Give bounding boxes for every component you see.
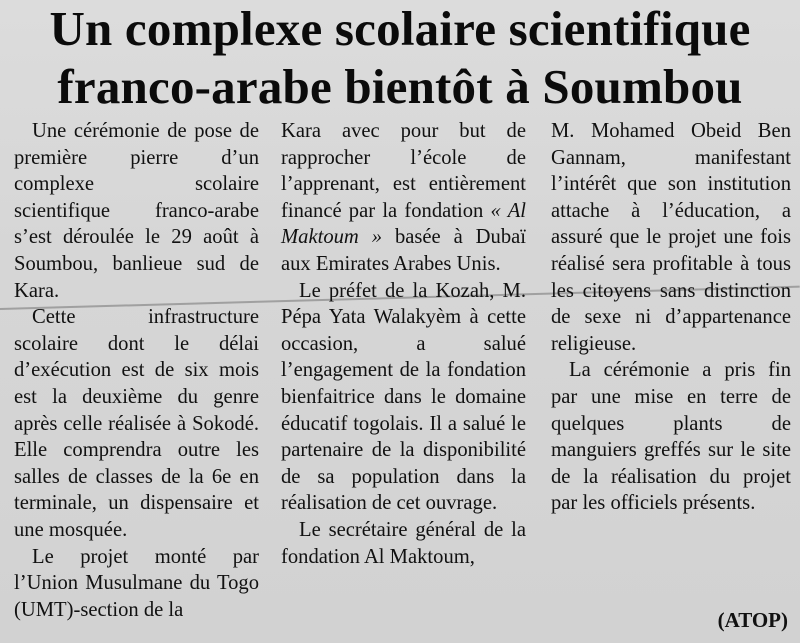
text-run: basée à Dubaï aux Emirates Arabes Unis.: [281, 226, 526, 275]
paragraph: M. Mohamed Obeid Ben Gannam, manifestant l’intérêt que son institution attache à l’éducation, a assuré que le projet une fois réalisé sera profitable à tous les citoyens sans distinction de sexe ni d’appartenance religieuse.: [551, 120, 791, 355]
headline-line-2: franco-arabe bientôt à Soumbou: [57, 59, 743, 114]
column-3: [551, 118, 791, 638]
source-credit: (ATOP): [717, 608, 788, 632]
column-1: [14, 118, 259, 638]
paragraph: Le préfet de la Kozah, M. Pépa Yata Walakyèm à cette occasion, a salué l’engagement de la fondation bienfaitrice dans le domaine éducatif togolais. Il a salué le partenaire de la disponibilité de sa population dans la réalisation de cet ouvrage.: [281, 279, 526, 515]
paragraph: Une cérémonie de pose de première pierre d’un complexe scolaire scientifique franco-arabe s’est déroulée le 29 août à Soumbou, banlieue sud de Kara.: [14, 120, 259, 302]
article-headline: [10, 0, 790, 116]
paragraph: [281, 118, 526, 278]
headline-line-1: Un complexe scolaire scientifique: [49, 1, 751, 56]
foundation-name: « Al Maktoum »: [281, 199, 526, 249]
paragraph: Le secrétaire général de la fondation Al Maktoum,: [281, 518, 526, 568]
article-body: [14, 118, 790, 638]
paragraph: Cette infrastructure scolaire dont le délai d’exécution est de six mois est la deuxième du genre après celle réalisée à Sokodé. Elle comprendra outre les salles de classes de la 6e en terminale, un dispensaire et une mosquée.: [14, 306, 259, 541]
text-run: Kara avec pour but de rapprocher l’école de l’apprenant, est entièrement financé par la fondation: [281, 120, 526, 222]
paragraph: La cérémonie a pris fin par une mise en terre de quelques plants de manguiers greffés sur le site de la réalisation du projet par les officiels présents.: [551, 359, 791, 515]
paragraph: Le projet monté par l’Union Musulmane du Togo (UMT)-section de la: [14, 545, 259, 621]
column-2: [281, 118, 526, 638]
